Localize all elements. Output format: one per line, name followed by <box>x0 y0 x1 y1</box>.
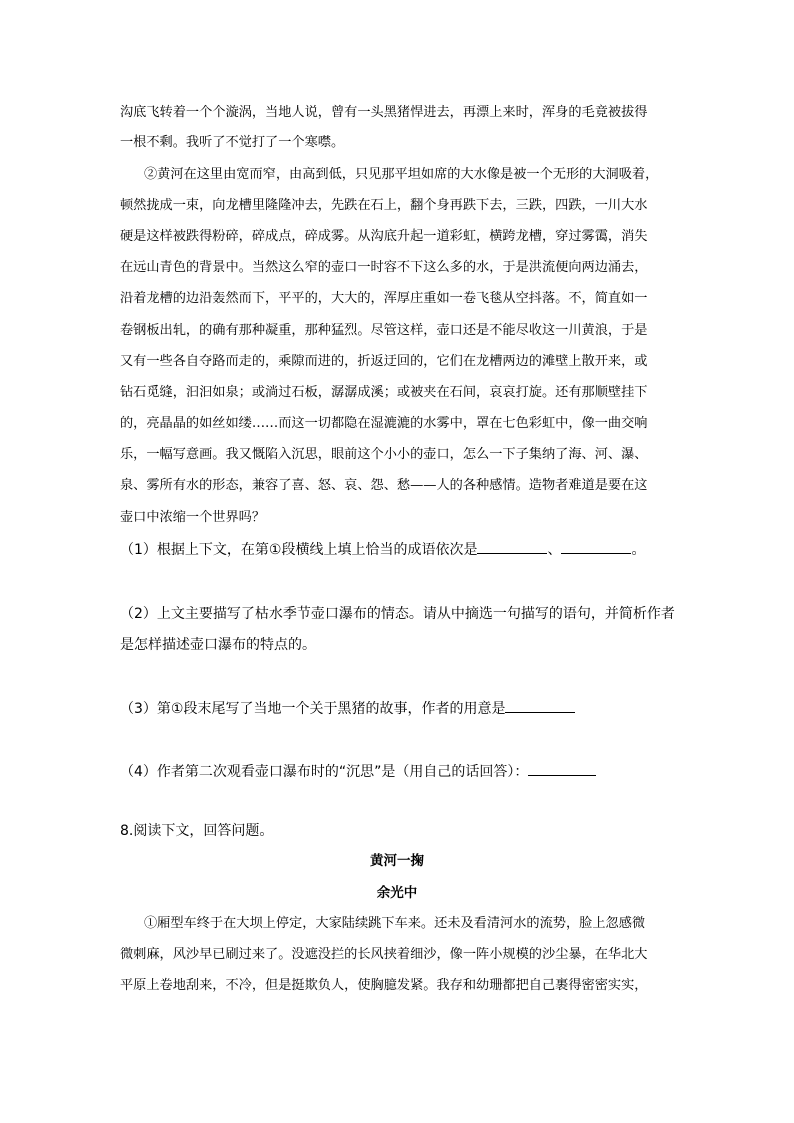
passage-line: ②黄河在这里由宽而窄，由高到低，只见那平坦如席的大水像是被一个无形的大洞吸着， <box>144 167 659 182</box>
question-3 <box>120 698 575 718</box>
article-line: 微刺麻，风沙早已刷过来了。没遮没拦的长风挟着细沙，像一阵小规模的沙尘暴，在华北大 <box>120 947 648 962</box>
answer-blank-1b[interactable] <box>561 539 631 554</box>
passage-line: 卷钢板出轧，的确有那种凝重，那种猛烈。尽管这样，壶口还是不能尽收这一川黄浪，于是 <box>120 323 648 338</box>
section-8-heading: 8.阅读下文，回答问题。 <box>120 823 274 839</box>
passage-line: 在远山青色的背景中。当然这么窄的壶口一时容不下这么多的水，于是洪流便向两边涌去， <box>120 260 648 275</box>
question-1 <box>120 539 645 559</box>
question-1-end: 。 <box>631 542 646 558</box>
passage-line: 又有一些各自夺路而走的，乘隙而进的，折返迂回的，它们在龙槽两边的滩壁上散开来，或 <box>120 354 648 369</box>
question-2-line-1: （2）上文主要描写了枯水季节壶口瀑布的情态。请从中摘选一句描写的语句，并简析作者 <box>120 606 675 622</box>
passage-line: 的，亮晶晶的如丝如缕……而这一切都隐在湿漉漉的水雾中，罩在七色彩虹中，像一曲交响 <box>120 416 648 431</box>
question-1-separator: 、 <box>547 542 562 558</box>
question-2-line-2: 是怎样描述壶口瀑布的特点的。 <box>120 637 316 653</box>
question-4-text: （4）作者第二次观看壶口瀑布时的“沉思”是（用自己的话回答）： <box>120 764 529 780</box>
article-author: 余光中 <box>376 885 418 901</box>
answer-blank-3[interactable] <box>505 698 575 713</box>
passage-line: 沟底飞转着一个个漩涡，当地人说，曾有一头黑猪悍进去，再漂上来时，浑身的毛竟被拔得 <box>120 105 648 120</box>
answer-blank-4[interactable] <box>528 761 596 776</box>
passage-line: 硬是这样被跌得粉碎，碎成点，碎成雾。从沟底升起一道彩虹，横跨龙槽，穿过雾霭，消失 <box>120 229 648 244</box>
passage-line: 乐，一幅写意画。我又慨陷入沉思，眼前这个小小的壶口，怎么一下子集纳了海、河、瀑、 <box>120 447 648 462</box>
passage-line: 壶口中浓缩一个世界吗？ <box>120 510 266 525</box>
article-title: 黄河一掬 <box>370 853 424 869</box>
passage-line: 沿着龙槽的边沿轰然而下，平平的，大大的，浑厚庄重如一卷飞毯从空抖落。不，简直如一 <box>120 291 648 306</box>
article-line: 平原上卷地刮来，不冷，但是挺欺负人，使胸臆发紧。我存和幼珊都把自己裹得密密实实， <box>120 978 648 993</box>
passage-line: 泉、雾所有水的形态，兼容了喜、怒、哀、怨、愁——人的各种感情。造物者难道是要在这 <box>120 478 648 493</box>
question-4 <box>120 761 596 781</box>
passage-line: 钻石觅缝，汩汩如泉；或淌过石板，潺潺成溪；或被夹在石间，哀哀打旋。还有那顺壁挂下 <box>120 385 648 400</box>
article-line: ①厢型车终于在大坝上停定，大家陆续跳下车来。还未及看清河水的流势，脸上忽感微 <box>144 916 646 931</box>
question-3-text: （3）第①段末尾写了当地一个关于黑猪的故事，作者的用意是 <box>120 701 506 717</box>
passage-line: 顿然拢成一束，向龙槽里隆隆冲去，先跌在石上，翻个身再跌下去，三跌，四跌，一川大水 <box>120 198 648 213</box>
answer-blank-1a[interactable] <box>477 539 547 554</box>
passage-line: 一根不剩。我听了不觉打了一个寒噤。 <box>120 135 345 150</box>
question-1-text: （1）根据上下文，在第①段横线上填上恰当的成语依次是 <box>120 542 478 558</box>
